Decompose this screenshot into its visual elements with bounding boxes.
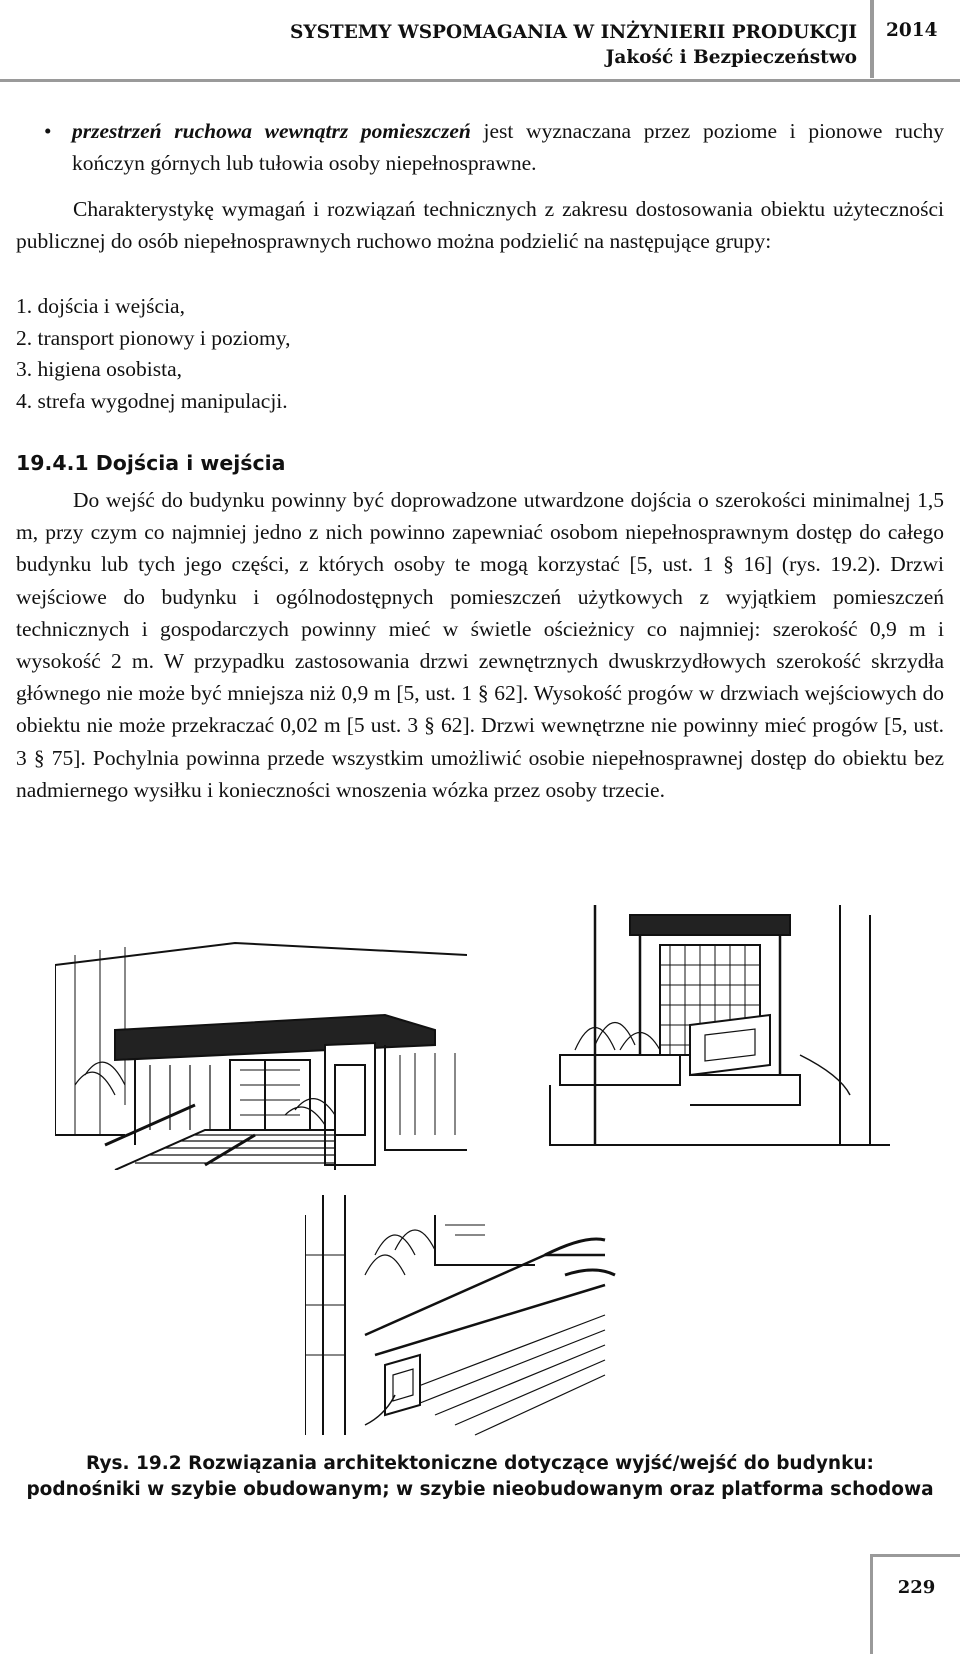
list-item: 1. dojścia i wejścia, <box>16 294 185 318</box>
entrance-lift-open-shaft-illustration <box>540 905 900 1155</box>
figure-caption <box>0 1451 960 1503</box>
stair-platform-lift-illustration <box>305 1195 630 1440</box>
groups-list <box>16 291 291 417</box>
header-rule <box>0 79 960 82</box>
bullet-item <box>16 115 944 179</box>
section-paragraph: Do wejść do budynku powinny być doprowadzone utwardzone dojścia o szerokości minimalnej 1,5 m, przy czym co najmniej jedno z nich powinno zapewniać osobom niepełnosprawnym dostęp do całego budynku lub tych jego części, z których osoby te mogą korzystać [5, ust. 1 § 16] (rys. 19.2). Drzwi wejściowe do budynku i ogólnodostępnych pomieszczeń użytkowych z wyjątkiem pomieszczeń technicznych i gospodarczych powinny mieć w świetle ościeżnicy co najmniej: szerokość 0,9 m i wysokość 2 m. W przypadku zastosowania drzwi zewnętrznych dwuskrzydłowych szerokość skrzydła głównego nie może być mniejsza niż 0,9 m [5, ust. 1 § 62]. Wysokość progów w drzwiach wejściowych do obiektu nie może przekraczać 0,02 m [5 ust. 3 § 62]. Drzwi wewnętrzne nie powinny mieć progów [5, ust. 3 § 75]. Pochylnia powinna przede wszystkim umożliwić osobie niepełnosprawnej dostęp do obiektu bez nadmiernego wysiłku i konieczności wnoszenia wózka przez osoby trzecie. <box>16 488 944 802</box>
list-item: 3. higiena osobista, <box>16 357 183 381</box>
header-year: 2014 <box>886 20 938 41</box>
bullet-text: jest wyznaczana przez poziome i pionowe ruchy kończyn górnych lub tułowia osoby niepełnosprawne. <box>72 119 944 175</box>
figure-caption-line-1: Rys. 19.2 Rozwiązania architektoniczne dotyczące wyjść/wejść do budynku: <box>86 1453 874 1474</box>
page-number-box <box>870 1554 960 1654</box>
header-subtitle: Jakość i Bezpieczeństwo <box>605 47 857 68</box>
intro-paragraph: Charakterystykę wymagań i rozwiązań technicznych z zakresu dostosowania obiektu użyteczności publicznej do osób niepełnosprawnych ruchowo można podzielić na następujące grupy: <box>16 197 944 253</box>
entrance-lift-enclosed-illustration <box>55 935 467 1170</box>
header-title: SYSTEMY WSPOMAGANIA W INŻYNIERII PRODUKCJI <box>290 22 857 43</box>
header-titles <box>290 20 857 70</box>
bullet-dot: • <box>44 119 52 143</box>
running-header <box>0 0 960 82</box>
header-divider <box>870 0 874 78</box>
page-number: 229 <box>897 1577 936 1598</box>
list-item: 2. transport pionowy i poziomy, <box>16 325 291 350</box>
figure-caption-line-2: podnośniki w szybie obudowanym; w szybie nieobudowanym oraz platforma schodowa <box>26 1479 934 1500</box>
bullet-term: przestrzeń ruchowa wewnątrz pomieszczeń <box>72 119 471 143</box>
list-item: 4. strefa wygodnej manipulacji. <box>16 388 288 413</box>
section-heading: 19.4.1 Dojścia i wejścia <box>16 451 286 475</box>
